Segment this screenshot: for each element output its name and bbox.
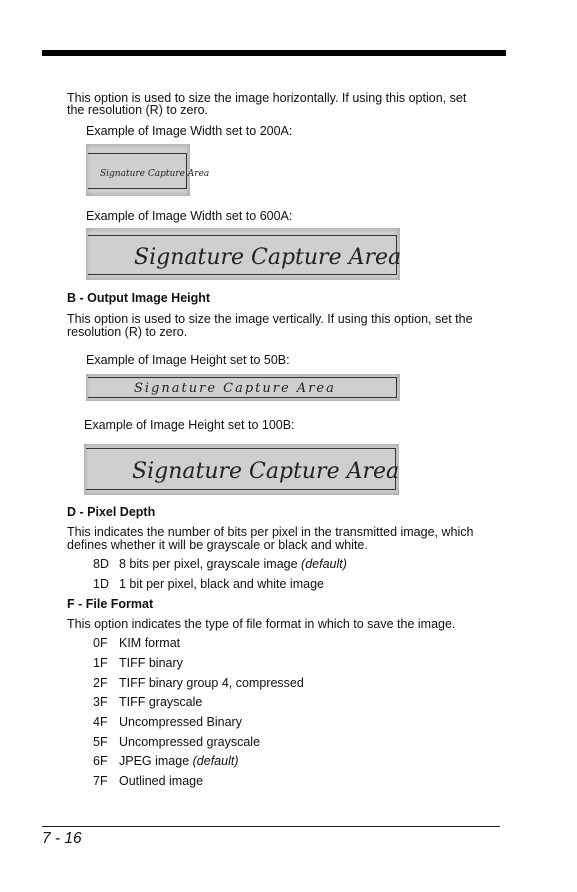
pixel-depth-desc: 1 bit per pixel, black and white image (119, 577, 324, 591)
file-format-code: 4F (93, 715, 108, 729)
pixel-depth-desc: 8 bits per pixel, grayscale image (default) (119, 557, 347, 571)
file-format-code: 1F (93, 656, 108, 670)
example-height-100-label: Example of Image Height set to 100B: (84, 418, 295, 432)
section-d-line1: This indicates the number of bits per pixel in the transmitted image, which (67, 525, 474, 539)
file-format-desc: Outlined image (119, 774, 204, 788)
section-d-title: D - Pixel Depth (67, 505, 156, 519)
file-format-code: 2F (93, 676, 108, 690)
file-format-desc: KIM format (119, 636, 181, 650)
header-rule (42, 50, 506, 56)
section-f-line1: This option indicates the type of file format in which to save the image. (67, 617, 456, 631)
signature-image-height-100 (84, 444, 399, 495)
file-format-code: 3F (93, 695, 108, 709)
file-format-code: 0F (93, 636, 108, 650)
signature-text: Signature Capture Area (134, 245, 402, 270)
signature-text: Signature Capture Area (134, 381, 336, 396)
file-format-code: 5F (93, 735, 108, 749)
footer-rule (42, 826, 500, 827)
section-d-line2: defines whether it will be grayscale or black and white. (67, 538, 368, 552)
section-b-line2: resolution (R) to zero. (67, 325, 188, 339)
section-f-title: F - File Format (67, 597, 154, 611)
section-b-title: B - Output Image Height (67, 291, 211, 305)
width-intro-line1: This option is used to size the image horizontally. If using this option, set (67, 91, 467, 105)
file-format-code: 6F (93, 754, 108, 768)
file-format-desc: Uncompressed grayscale (119, 735, 261, 749)
file-format-desc: JPEG image (default) (119, 754, 239, 768)
signature-image-width-600 (86, 228, 400, 280)
example-height-50-label: Example of Image Height set to 50B: (86, 353, 290, 367)
page-number: 7 - 16 (42, 830, 82, 847)
section-b-line1: This option is used to size the image vertically. If using this option, set the (67, 312, 473, 326)
signature-image-height-50 (86, 374, 400, 401)
signature-text: Signature Capture Area (132, 459, 400, 484)
file-format-desc: TIFF grayscale (119, 695, 203, 709)
example-width-600-label: Example of Image Width set to 600A: (86, 209, 293, 223)
signature-image-width-200 (86, 144, 210, 196)
file-format-code: 7F (93, 774, 108, 788)
pixel-depth-code: 8D (93, 557, 109, 571)
example-width-200-label: Example of Image Width set to 200A: (86, 124, 293, 138)
file-format-desc: TIFF binary (119, 656, 183, 670)
file-format-desc: Uncompressed Binary (119, 715, 242, 729)
width-intro-line2: the resolution (R) to zero. (67, 103, 209, 117)
signature-text: Signature Capture Area (100, 169, 210, 179)
file-format-desc: TIFF binary group 4, compressed (119, 676, 304, 690)
pixel-depth-code: 1D (93, 577, 109, 591)
